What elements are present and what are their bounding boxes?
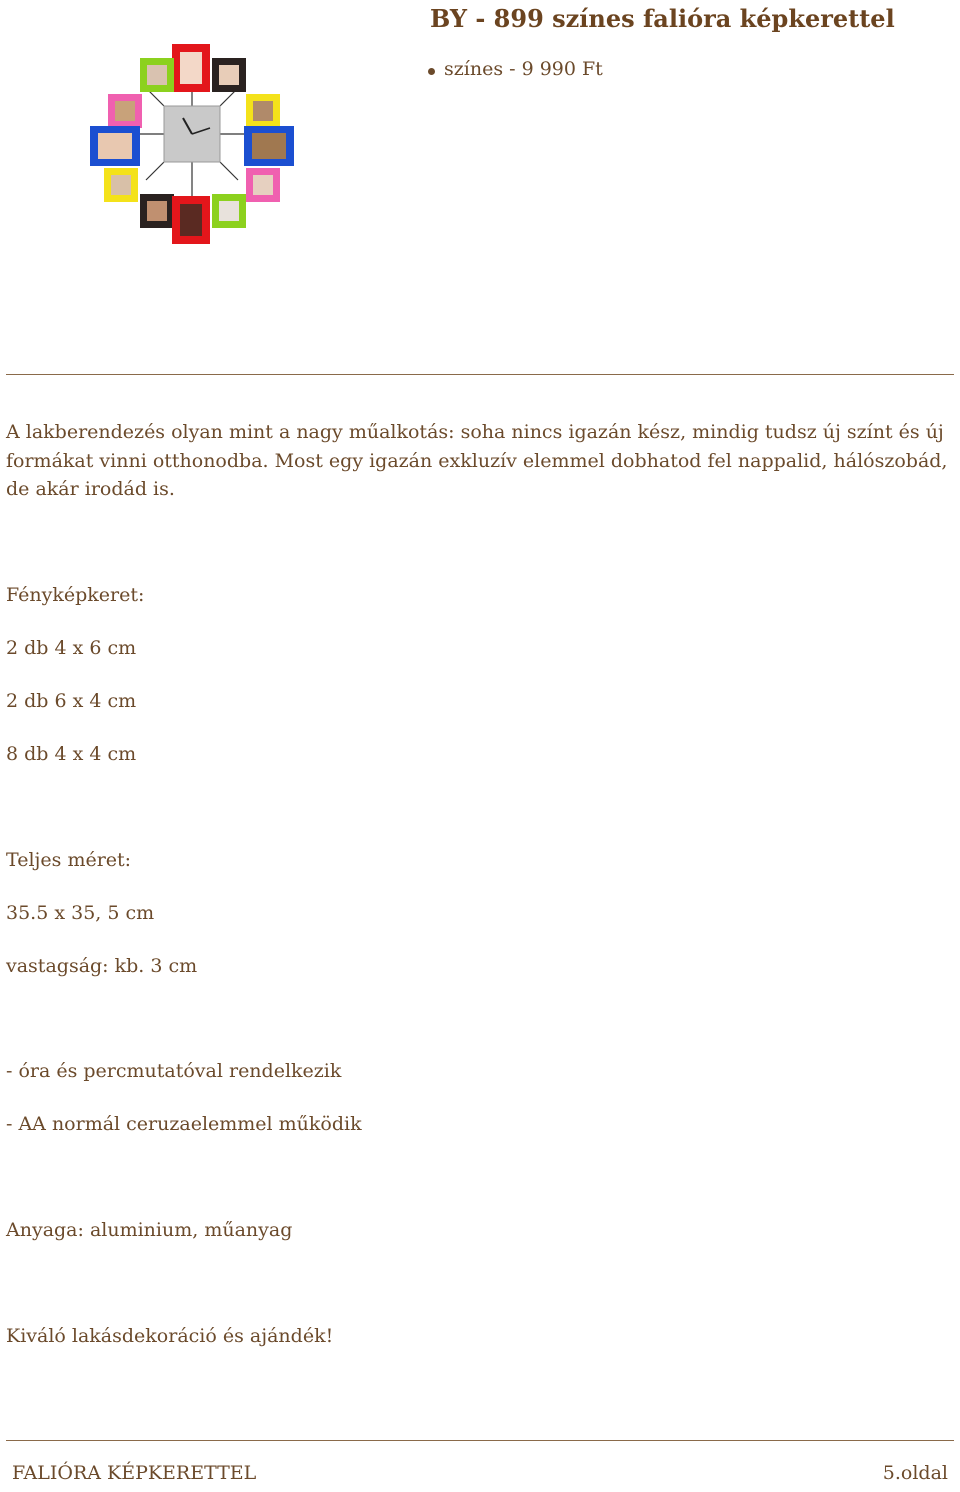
feature-item: - óra és percmutatóval rendelkezik (6, 1060, 342, 1082)
frame-size-item: 2 db 6 x 4 cm (6, 690, 137, 712)
material-text: Anyaga: aluminium, műanyag (6, 1219, 293, 1241)
feature-item: - AA normál ceruzaelemmel működik (6, 1113, 362, 1135)
intro-paragraph: A lakberendezés olyan mint a nagy műalkotás: soha nincs igazán kész, mindig tudsz új színt és új formákat vinni otthonodba. Most egy igazán exkluzív elemmel dobhatod fel nappalid, hálószobád, de akár irodád is. (6, 421, 948, 500)
variant-item: színes - 9 990 Ft (444, 58, 603, 80)
frame-size-item: 8 db 4 x 4 cm (6, 743, 137, 765)
thickness-value: vastagság: kb. 3 cm (6, 955, 198, 977)
variant-list (444, 58, 603, 80)
footer-divider (6, 1440, 954, 1441)
product-title: BY - 899 színes falióra képkerettel (430, 4, 895, 33)
size-heading: Teljes méret: (6, 849, 132, 871)
page-number: 5.oldal (882, 1462, 948, 1484)
footer-title: FALIÓRA KÉPKERETTEL (12, 1462, 257, 1484)
frame-size-item: 2 db 4 x 6 cm (6, 637, 137, 659)
size-value: 35.5 x 35, 5 cm (6, 902, 155, 924)
closing-text: Kiváló lakásdekoráció és ajándék! (6, 1325, 334, 1347)
divider (6, 374, 954, 375)
frames-heading: Fényképkeret: (6, 584, 145, 606)
product-image (6, 2, 296, 246)
wall-clock-photo-frames-icon (6, 2, 296, 246)
